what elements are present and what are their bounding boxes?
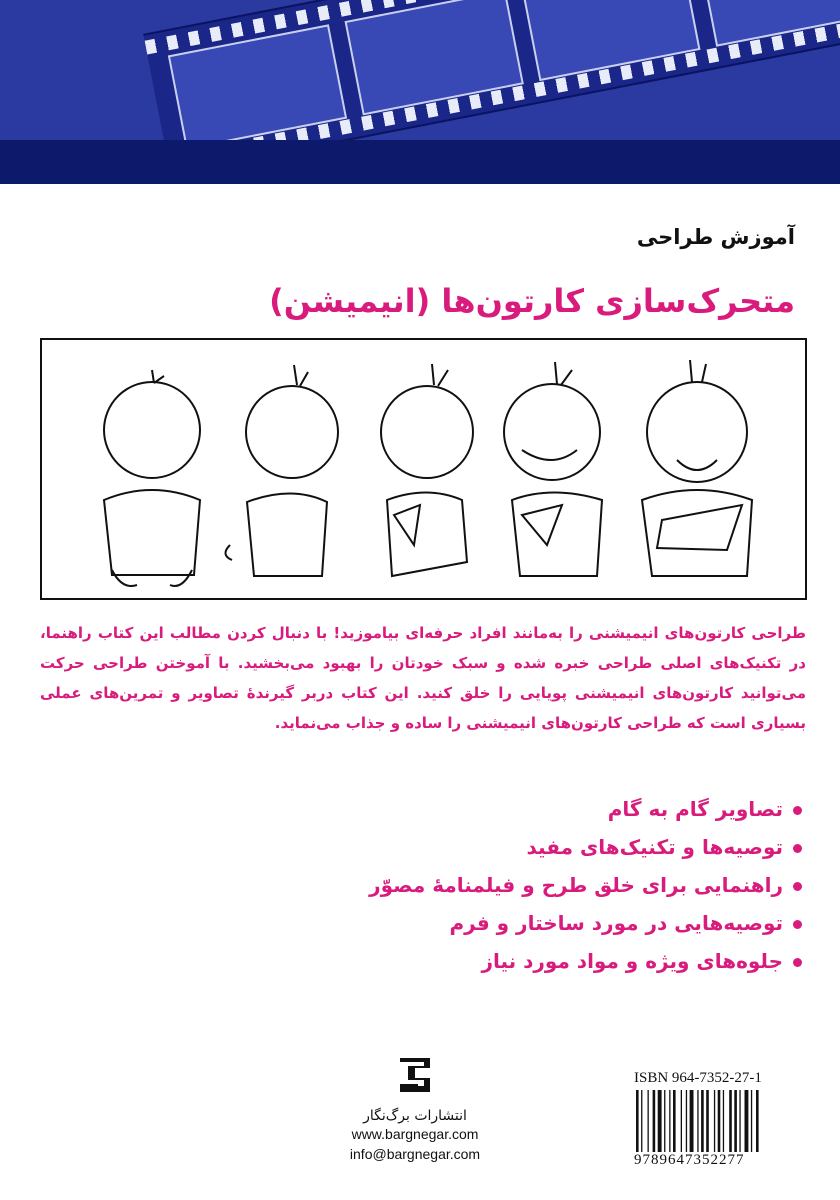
bullet-icon xyxy=(793,958,802,967)
feature-item: جلوه‌های ویژه و مواد مورد نیاز xyxy=(369,942,802,980)
pose-front xyxy=(642,360,752,576)
pose-three-quarter-front xyxy=(504,362,602,576)
bullet-icon xyxy=(793,844,802,853)
publisher-name: انتشارات برگ‌نگار xyxy=(363,1108,467,1124)
book-subtitle: آموزش طراحی xyxy=(636,225,795,249)
cartoon-character-turnaround-icon xyxy=(42,340,805,598)
bullet-icon xyxy=(793,920,802,929)
feature-item: توصیه‌هایی در مورد ساختار و فرم xyxy=(369,904,802,942)
feature-item: راهنمایی برای خلق طرح و فیلمنامهٔ مصوّر xyxy=(369,866,802,904)
barcode-icon xyxy=(634,1090,804,1152)
feature-list xyxy=(369,790,802,980)
film-strip-graphic xyxy=(143,0,840,140)
publisher-website: www.bargnegar.com xyxy=(351,1126,479,1142)
character-turnaround-illustration xyxy=(40,338,807,600)
isbn-label: ISBN 964-7352-27-1 xyxy=(634,1070,762,1086)
publisher-block xyxy=(340,1050,490,1164)
bullet-icon xyxy=(793,882,802,891)
barcode-number: 9789647352277 xyxy=(634,1152,745,1168)
pose-profile xyxy=(381,364,473,576)
top-banner xyxy=(0,0,840,140)
pose-three-quarter-back xyxy=(225,365,338,576)
banner-band xyxy=(0,140,840,184)
publisher-email: info@bargnegar.com xyxy=(349,1146,481,1162)
book-description: طراحی کارتون‌های انیمیشنی را به‌مانند افراد حرفه‌ای بیاموزید! با دنبال کردن مطالب این کتاب راهنما، در تکنیک‌های اصلی طراحی خبره شده و سبک خودتان را بهبود می‌بخشید. با آموختن طراحی حرکت می‌توانید کارتون‌های انیمیشنی پویایی را خلق کنید. این کتاب دربر گیرندهٔ تصاویر و تمرین‌های عملی بسیاری است که طراحی کارتون‌های انیمیشنی را ساده و جذاب می‌نماید. xyxy=(40,624,806,732)
book-title: متحرک‌سازی کارتون‌ها (انیمیشن) xyxy=(269,282,795,320)
publisher-logo-icon xyxy=(390,1050,440,1100)
pose-back xyxy=(104,370,200,586)
feature-item: توصیه‌ها و تکنیک‌های مفید xyxy=(369,828,802,866)
feature-item: تصاویر گام به گام xyxy=(369,790,802,828)
bullet-icon xyxy=(793,806,802,815)
